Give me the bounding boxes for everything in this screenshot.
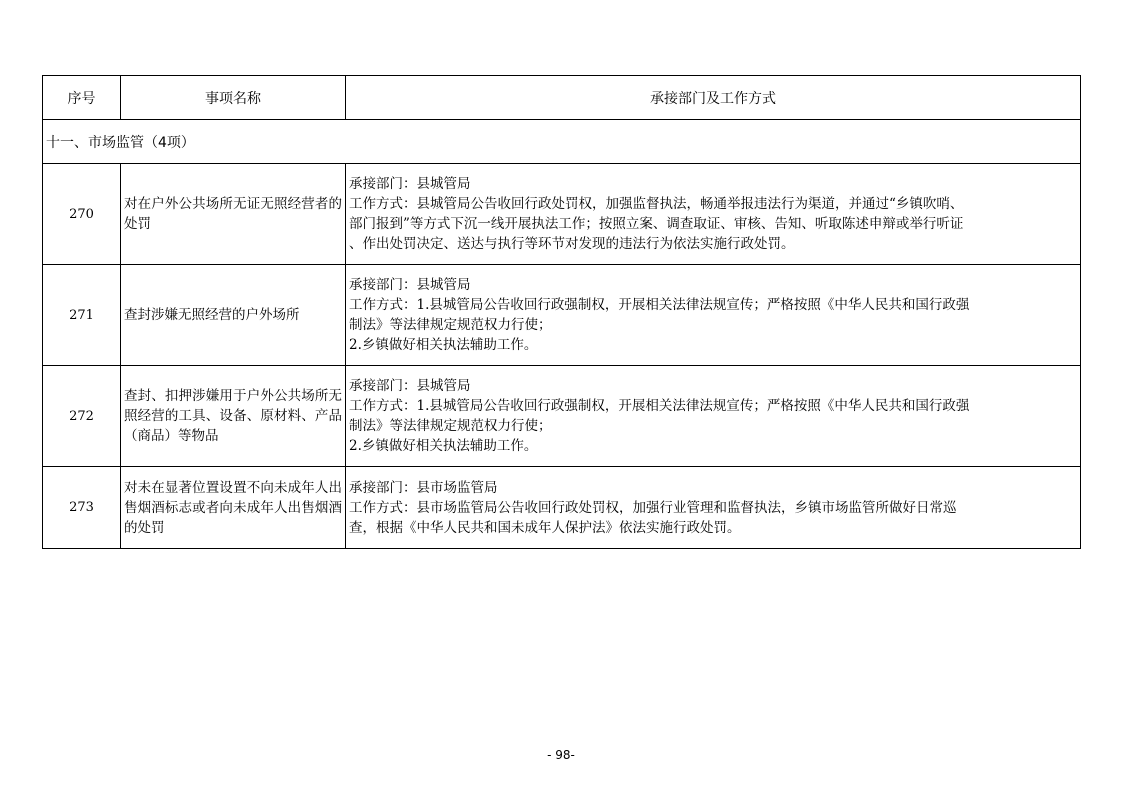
row-item-name: 查封、扣押涉嫌用于户外公共场所无照经营的工具、设备、原材料、产品（商品）等物品 — [121, 366, 346, 467]
dept-line: 工作方式：1.县城管局公告收回行政强制权，开展相关法律法规宣传；严格按照《中华人民共和国行政强 — [349, 398, 970, 414]
dept-line: 、作出处罚决定、送达与执行等环节对发现的违法行为依法实施行政处罚。 — [349, 236, 795, 252]
dept-line: 工作方式：县城管局公告收回行政处罚权，加强监督执法，畅通举报违法行为渠道，并通过“乡镇吹哨、 — [349, 196, 964, 212]
table-header-row — [43, 76, 1081, 120]
dept-line: 承接部门：县城管局 — [349, 277, 471, 293]
row-item-name: 查封涉嫌无照经营的户外场所 — [121, 265, 346, 366]
dept-line: 2.乡镇做好相关执法辅助工作。 — [349, 337, 538, 353]
row-number: 272 — [43, 366, 121, 467]
dept-line: 制法》等法律规定规范权力行使； — [349, 418, 552, 434]
dept-line: 制法》等法律规定规范权力行使； — [349, 317, 552, 333]
dept-line: 承接部门：县城管局 — [349, 176, 471, 192]
dept-line: 承接部门：县市场监管局 — [349, 479, 498, 496]
header-department-method: 承接部门及工作方式 — [346, 76, 1081, 120]
row-item-name: 对未在显著位置设置不向未成年人出售烟酒标志或者向未成年人出售烟酒的处罚 — [121, 467, 346, 549]
header-item-name: 事项名称 — [121, 76, 346, 120]
dept-line: 工作方式：县市场监管局公告收回行政处罚权，加强行业管理和监督执法，乡镇市场监管所做好日常巡 — [349, 499, 957, 516]
table-row — [43, 366, 1081, 467]
table-row — [43, 467, 1081, 549]
page-number: - 98- — [547, 748, 575, 762]
table-row — [43, 265, 1081, 366]
matters-table — [42, 75, 1081, 549]
dept-line: 2.乡镇做好相关执法辅助工作。 — [349, 438, 538, 454]
row-item-name: 对在户外公共场所无证无照经营者的处罚 — [121, 164, 346, 265]
header-number: 序号 — [43, 76, 121, 120]
row-number: 271 — [43, 265, 121, 366]
dept-line: 查，根据《中华人民共和国未成年人保护法》依法实施行政处罚。 — [349, 519, 741, 536]
row-number: 273 — [43, 467, 121, 549]
dept-line: 工作方式：1.县城管局公告收回行政强制权，开展相关法律法规宣传；严格按照《中华人民共和国行政强 — [349, 297, 970, 313]
table-row — [43, 164, 1081, 265]
dept-line: 承接部门：县城管局 — [349, 378, 471, 394]
section-title: 十一、市场监管（4项） — [43, 120, 1081, 164]
row-department-method — [346, 164, 1081, 265]
row-department-method — [346, 265, 1081, 366]
row-department-method — [346, 467, 1081, 549]
row-department-method — [346, 366, 1081, 467]
row-number: 270 — [43, 164, 121, 265]
section-row — [43, 120, 1081, 164]
dept-line: 部门报到”等方式下沉一线开展执法工作；按照立案、调查取证、审核、告知、听取陈述申辩或举行听证 — [349, 216, 964, 232]
